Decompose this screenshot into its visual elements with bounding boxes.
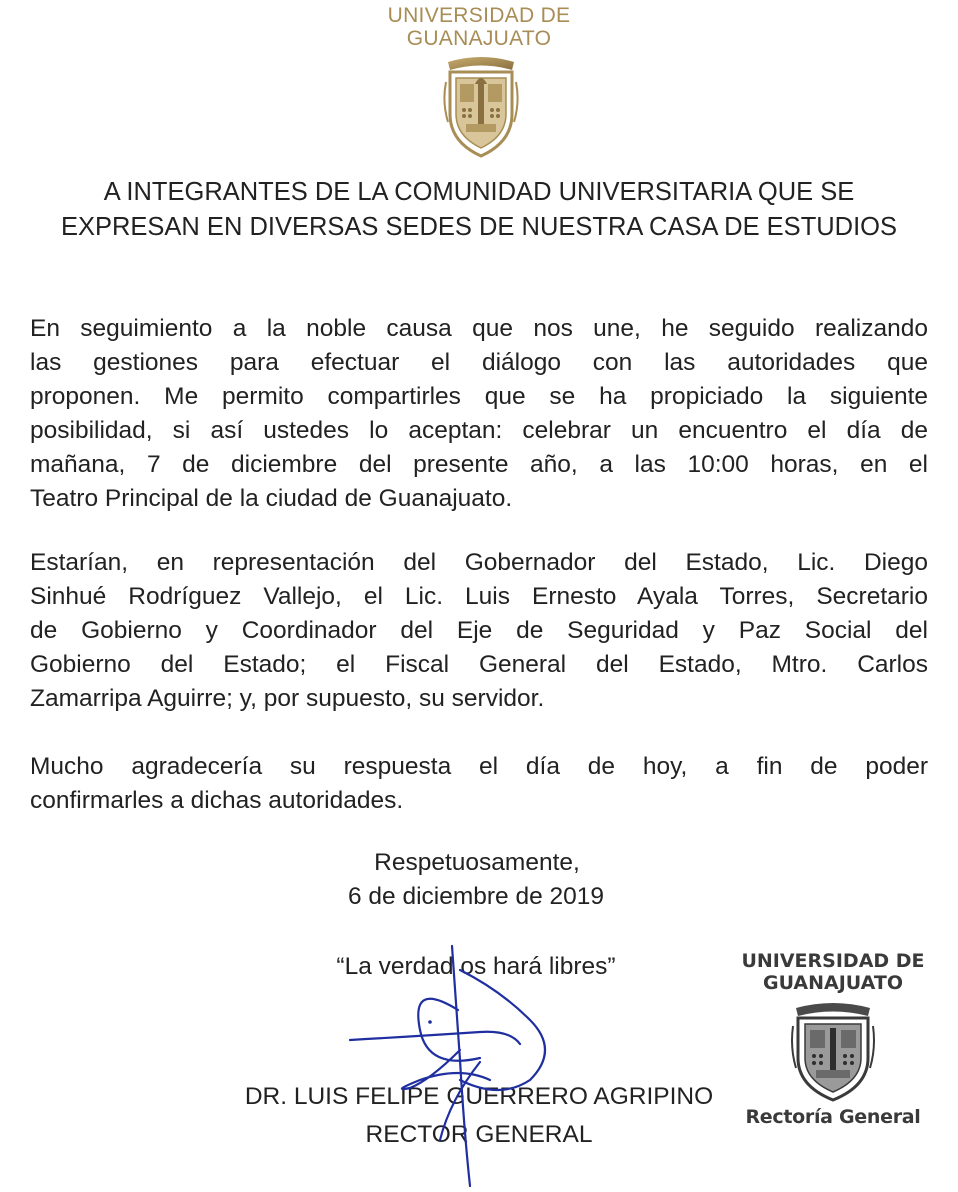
stamp-line1: UNIVERSIDAD DE xyxy=(741,950,925,972)
paragraph-line: posibilidad, si así ustedes lo aceptan: celebrar un encuentro el día de xyxy=(30,417,928,444)
paragraph-line: Sinhué Rodríguez Vallejo, el Lic. Luis Ernesto Ayala Torres, Secretario xyxy=(30,583,928,610)
university-crest-icon xyxy=(442,52,520,158)
paragraph-line: de Gobierno y Coordinador del Eje de Seguridad y Paz Social del xyxy=(30,617,928,644)
paragraph-line: confirmarles a dichas autoridades. xyxy=(30,787,404,814)
paragraph-line: Zamarripa Aguirre; y, por supuesto, su servidor. xyxy=(30,685,545,712)
university-name-line1: UNIVERSIDAD DE xyxy=(387,4,571,27)
heading-line2: EXPRESAN EN DIVERSAS SEDES DE NUESTRA CASA DE ESTUDIOS xyxy=(60,213,898,241)
paragraph-line: En seguimiento a la noble causa que nos une, he seguido realizando xyxy=(30,315,928,342)
university-name-line2: GUANAJUATO xyxy=(406,27,552,50)
stamp-crest-icon xyxy=(790,998,876,1102)
paragraph-line: proponen. Me permito compartirles que se ha propiciado la siguiente xyxy=(30,383,928,410)
paragraph-line: Estarían, en representación del Gobernador del Estado, Lic. Diego xyxy=(30,549,928,576)
signature-icon xyxy=(330,940,590,1190)
letter-date: 6 de diciembre de 2019 xyxy=(347,883,605,910)
paragraph-2 xyxy=(30,546,928,716)
signer-title: RECTOR GENERAL xyxy=(365,1121,593,1148)
paragraph-line: Mucho agradecería su respuesta el día de hoy, a fin de poder xyxy=(30,753,928,780)
rectoria-stamp-icon xyxy=(738,946,928,1136)
stamp-footer: Rectoría General xyxy=(745,1106,921,1128)
closing-salutation: Respetuosamente, xyxy=(374,849,580,876)
paragraph-line: mañana, 7 de diciembre del presente año, a las 10:00 horas, en el xyxy=(30,451,928,478)
signer-name: DR. LUIS FELIPE GUERRERO AGRIPINO xyxy=(244,1083,714,1110)
paragraph-1 xyxy=(30,312,928,516)
motto: “La verdad os hará libres” xyxy=(336,953,616,980)
paragraph-3 xyxy=(30,750,928,818)
stamp-line2: GUANAJUATO xyxy=(762,972,903,994)
heading-line1: A INTEGRANTES DE LA COMUNIDAD UNIVERSITARIA QUE SE xyxy=(103,178,855,206)
paragraph-line: Gobierno del Estado; el Fiscal General del Estado, Mtro. Carlos xyxy=(30,651,928,678)
paragraph-line: Teatro Principal de la ciudad de Guanajuato. xyxy=(30,485,513,512)
paragraph-line: las gestiones para efectuar el diálogo con las autoridades que xyxy=(30,349,928,376)
